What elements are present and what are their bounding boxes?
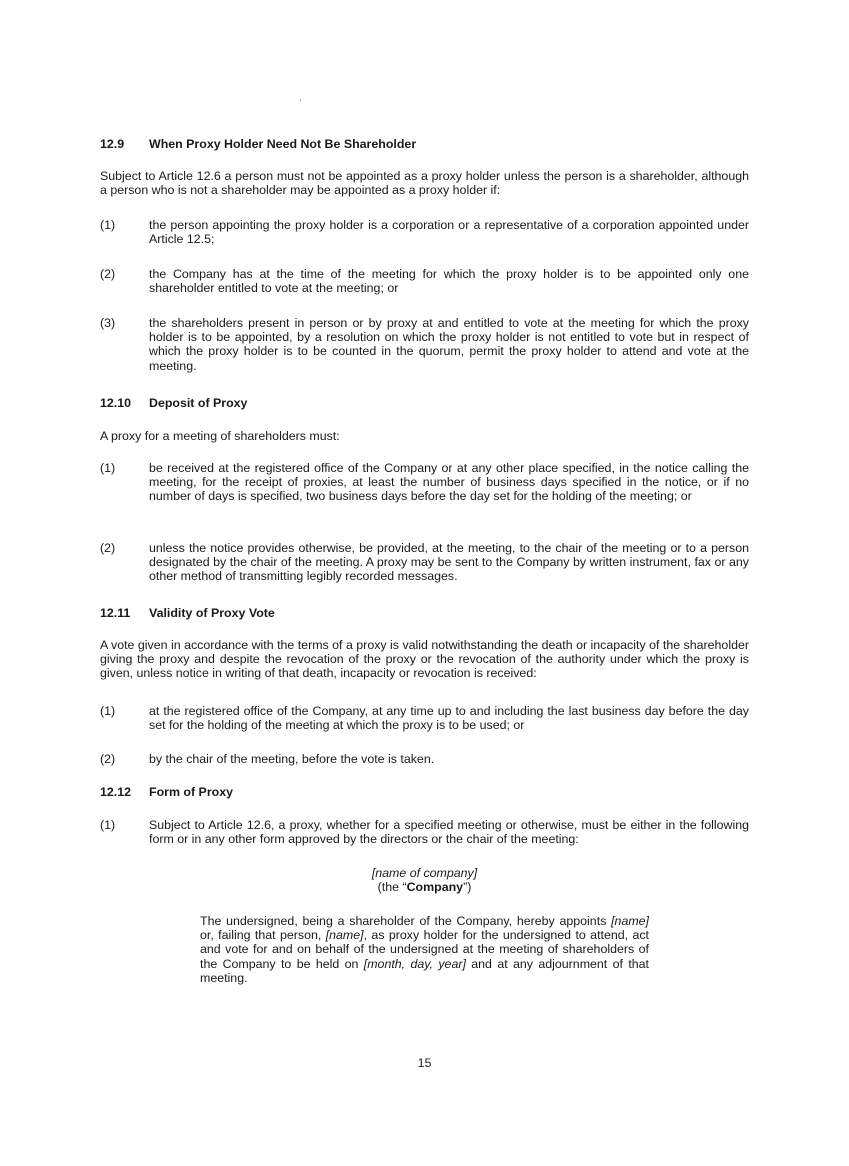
scan-speck bbox=[300, 100, 301, 101]
list-item bbox=[100, 704, 749, 732]
form-company-placeholder: [name of company] bbox=[371, 866, 478, 880]
item-number: (2) bbox=[100, 267, 116, 281]
section-title: Deposit of Proxy bbox=[149, 396, 248, 410]
section-heading-12-11 bbox=[100, 606, 275, 620]
section-number: 12.10 bbox=[100, 396, 132, 410]
list-item bbox=[100, 316, 749, 373]
item-number: (1) bbox=[100, 704, 116, 718]
section-title: Validity of Proxy Vote bbox=[149, 606, 275, 620]
section-title: Form of Proxy bbox=[149, 785, 233, 799]
section-intro: Subject to Article 12.6 a person must not be appointed as a proxy holder unless the person is a shareholder, although a person who is not a shareholder may be appointed as a proxy holder if: bbox=[100, 169, 749, 198]
item-number: (1) bbox=[100, 218, 116, 232]
section-heading-12-9 bbox=[100, 137, 416, 151]
page-number: 15 bbox=[417, 1056, 432, 1070]
item-number: (3) bbox=[100, 316, 116, 330]
item-number: (2) bbox=[100, 541, 116, 555]
item-number: (1) bbox=[100, 818, 116, 832]
section-intro: A proxy for a meeting of shareholders must: bbox=[100, 429, 340, 443]
form-company-definition: (the “Company”) bbox=[377, 880, 472, 894]
item-text: the person appointing the proxy holder is a corporation or a representative of a corporation appointed under Article 12.5; bbox=[149, 218, 749, 247]
item-text: unless the notice provides otherwise, be provided, at the meeting, to the chair of the meeting or to a person designated by the chair of the meeting. A proxy may be sent to the Company by written instrument, fax or any other method of transmitting legibly recorded messages. bbox=[149, 541, 749, 584]
section-number: 12.9 bbox=[100, 137, 125, 151]
list-item bbox=[100, 218, 749, 246]
section-number: 12.11 bbox=[100, 606, 131, 620]
list-item bbox=[100, 461, 749, 504]
item-text: at the registered office of the Company, at any time up to and including the last business day before the day set for the holding of the meeting at which the proxy is to be used; or bbox=[149, 704, 749, 733]
section-title: When Proxy Holder Need Not Be Shareholder bbox=[149, 137, 417, 151]
section-intro: A vote given in accordance with the terms of a proxy is valid notwithstanding the death or incapacity of the shareholder giving the proxy and despite the revocation of the proxy or the revocation of the authority under which the proxy is given, unless notice in writing of that death, incapacity or revocation is received: bbox=[100, 638, 749, 681]
proxy-form-text: The undersigned, being a shareholder of the Company, hereby appoints [name] or, failing that person, [name], as proxy holder for the undersigned to attend, act and vote for and on behalf of the undersigned at the meeting of shareholders of the Company to be held on [month, day, year] and at any adjournment of that meeting. bbox=[200, 914, 649, 985]
list-item bbox=[100, 752, 749, 766]
item-number: (2) bbox=[100, 752, 116, 766]
section-heading-12-10 bbox=[100, 396, 247, 410]
section-heading-12-12 bbox=[100, 785, 233, 799]
list-item bbox=[100, 541, 749, 584]
list-item bbox=[100, 267, 749, 295]
section-number: 12.12 bbox=[100, 785, 132, 799]
item-text: by the chair of the meeting, before the vote is taken. bbox=[149, 752, 435, 766]
item-text: the shareholders present in person or by proxy at and entitled to vote at the meeting for which the proxy holder is to be appointed, by a resolution on which the proxy holder is not entitled to vote but in respect of which the proxy holder is to be counted in the quorum, permit the proxy holder to attend and vote at the meeting. bbox=[149, 316, 749, 373]
item-number: (1) bbox=[100, 461, 116, 475]
item-text: Subject to Article 12.6, a proxy, whether for a specified meeting or otherwise, must be either in the following form or in any other form approved by the directors or the chair of the meeting: bbox=[149, 818, 749, 847]
list-item bbox=[100, 818, 749, 846]
item-text: the Company has at the time of the meeting for which the proxy holder is to be appointed only one shareholder entitled to vote at the meeting; or bbox=[149, 267, 749, 296]
item-text: be received at the registered office of the Company or at any other place specified, in the notice calling the meeting, for the receipt of proxies, at least the number of business days specified in the notice, or if no number of days is specified, two business days before the day set for the holding of the meeting; or bbox=[149, 461, 749, 504]
